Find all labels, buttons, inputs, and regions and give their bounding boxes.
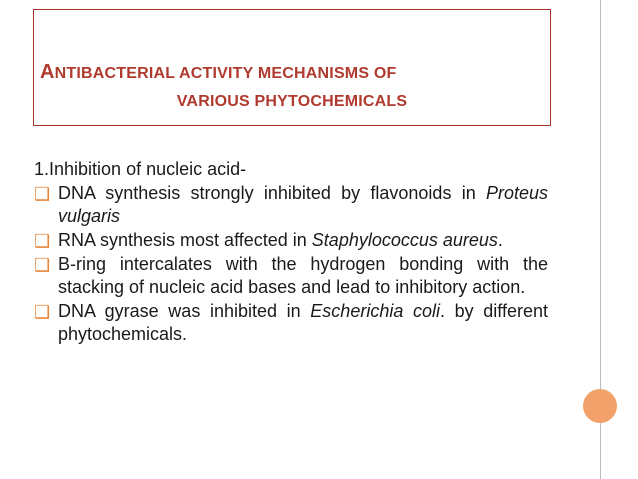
bullet-text: B-ring intercalates with the hydrogen bonding with the stacking of nucleic acid bases and lead to inhibitory action.: [58, 254, 548, 297]
bullet-italic-text: Proteus vulgaris: [58, 183, 548, 226]
bullet-italic-text: Staphylococcus aureus: [311, 230, 498, 250]
title-initial: A: [40, 61, 55, 83]
bullet-item: [34, 229, 548, 252]
checkbox-bullet-icon: ❑: [34, 231, 51, 251]
decorative-circle: [583, 389, 617, 423]
bullet-text-end: . by different phytochemicals.: [58, 301, 548, 344]
bullet-text: RNA synthesis most affected in: [58, 230, 312, 250]
bullet-text: DNA gyrase was inhibited in: [58, 301, 311, 321]
title-line-1: [34, 58, 550, 88]
checkbox-bullet-icon: ❑: [34, 184, 51, 204]
section-heading: 1.Inhibition of nucleic acid-: [34, 159, 247, 179]
title-frame: [33, 9, 551, 126]
bullet-text: DNA synthesis strongly inhibited by flavonoids in: [58, 183, 486, 203]
bullet-item: [34, 182, 548, 228]
bullet-item: [34, 253, 548, 299]
checkbox-bullet-icon: ❑: [34, 302, 51, 322]
bullet-italic-text: Escherichia coli: [310, 301, 440, 321]
bullet-text-end: .: [497, 230, 503, 250]
slide-title: [34, 58, 550, 116]
title-line-1-text: NTIBACTERIAL ACTIVITY MECHANISMS OF: [54, 65, 397, 82]
title-line-2: VARIOUS PHYTOCHEMICALS: [176, 93, 408, 110]
bullet-item: [34, 300, 548, 346]
slide-body: [34, 158, 548, 347]
checkbox-bullet-icon: ❑: [34, 255, 51, 275]
